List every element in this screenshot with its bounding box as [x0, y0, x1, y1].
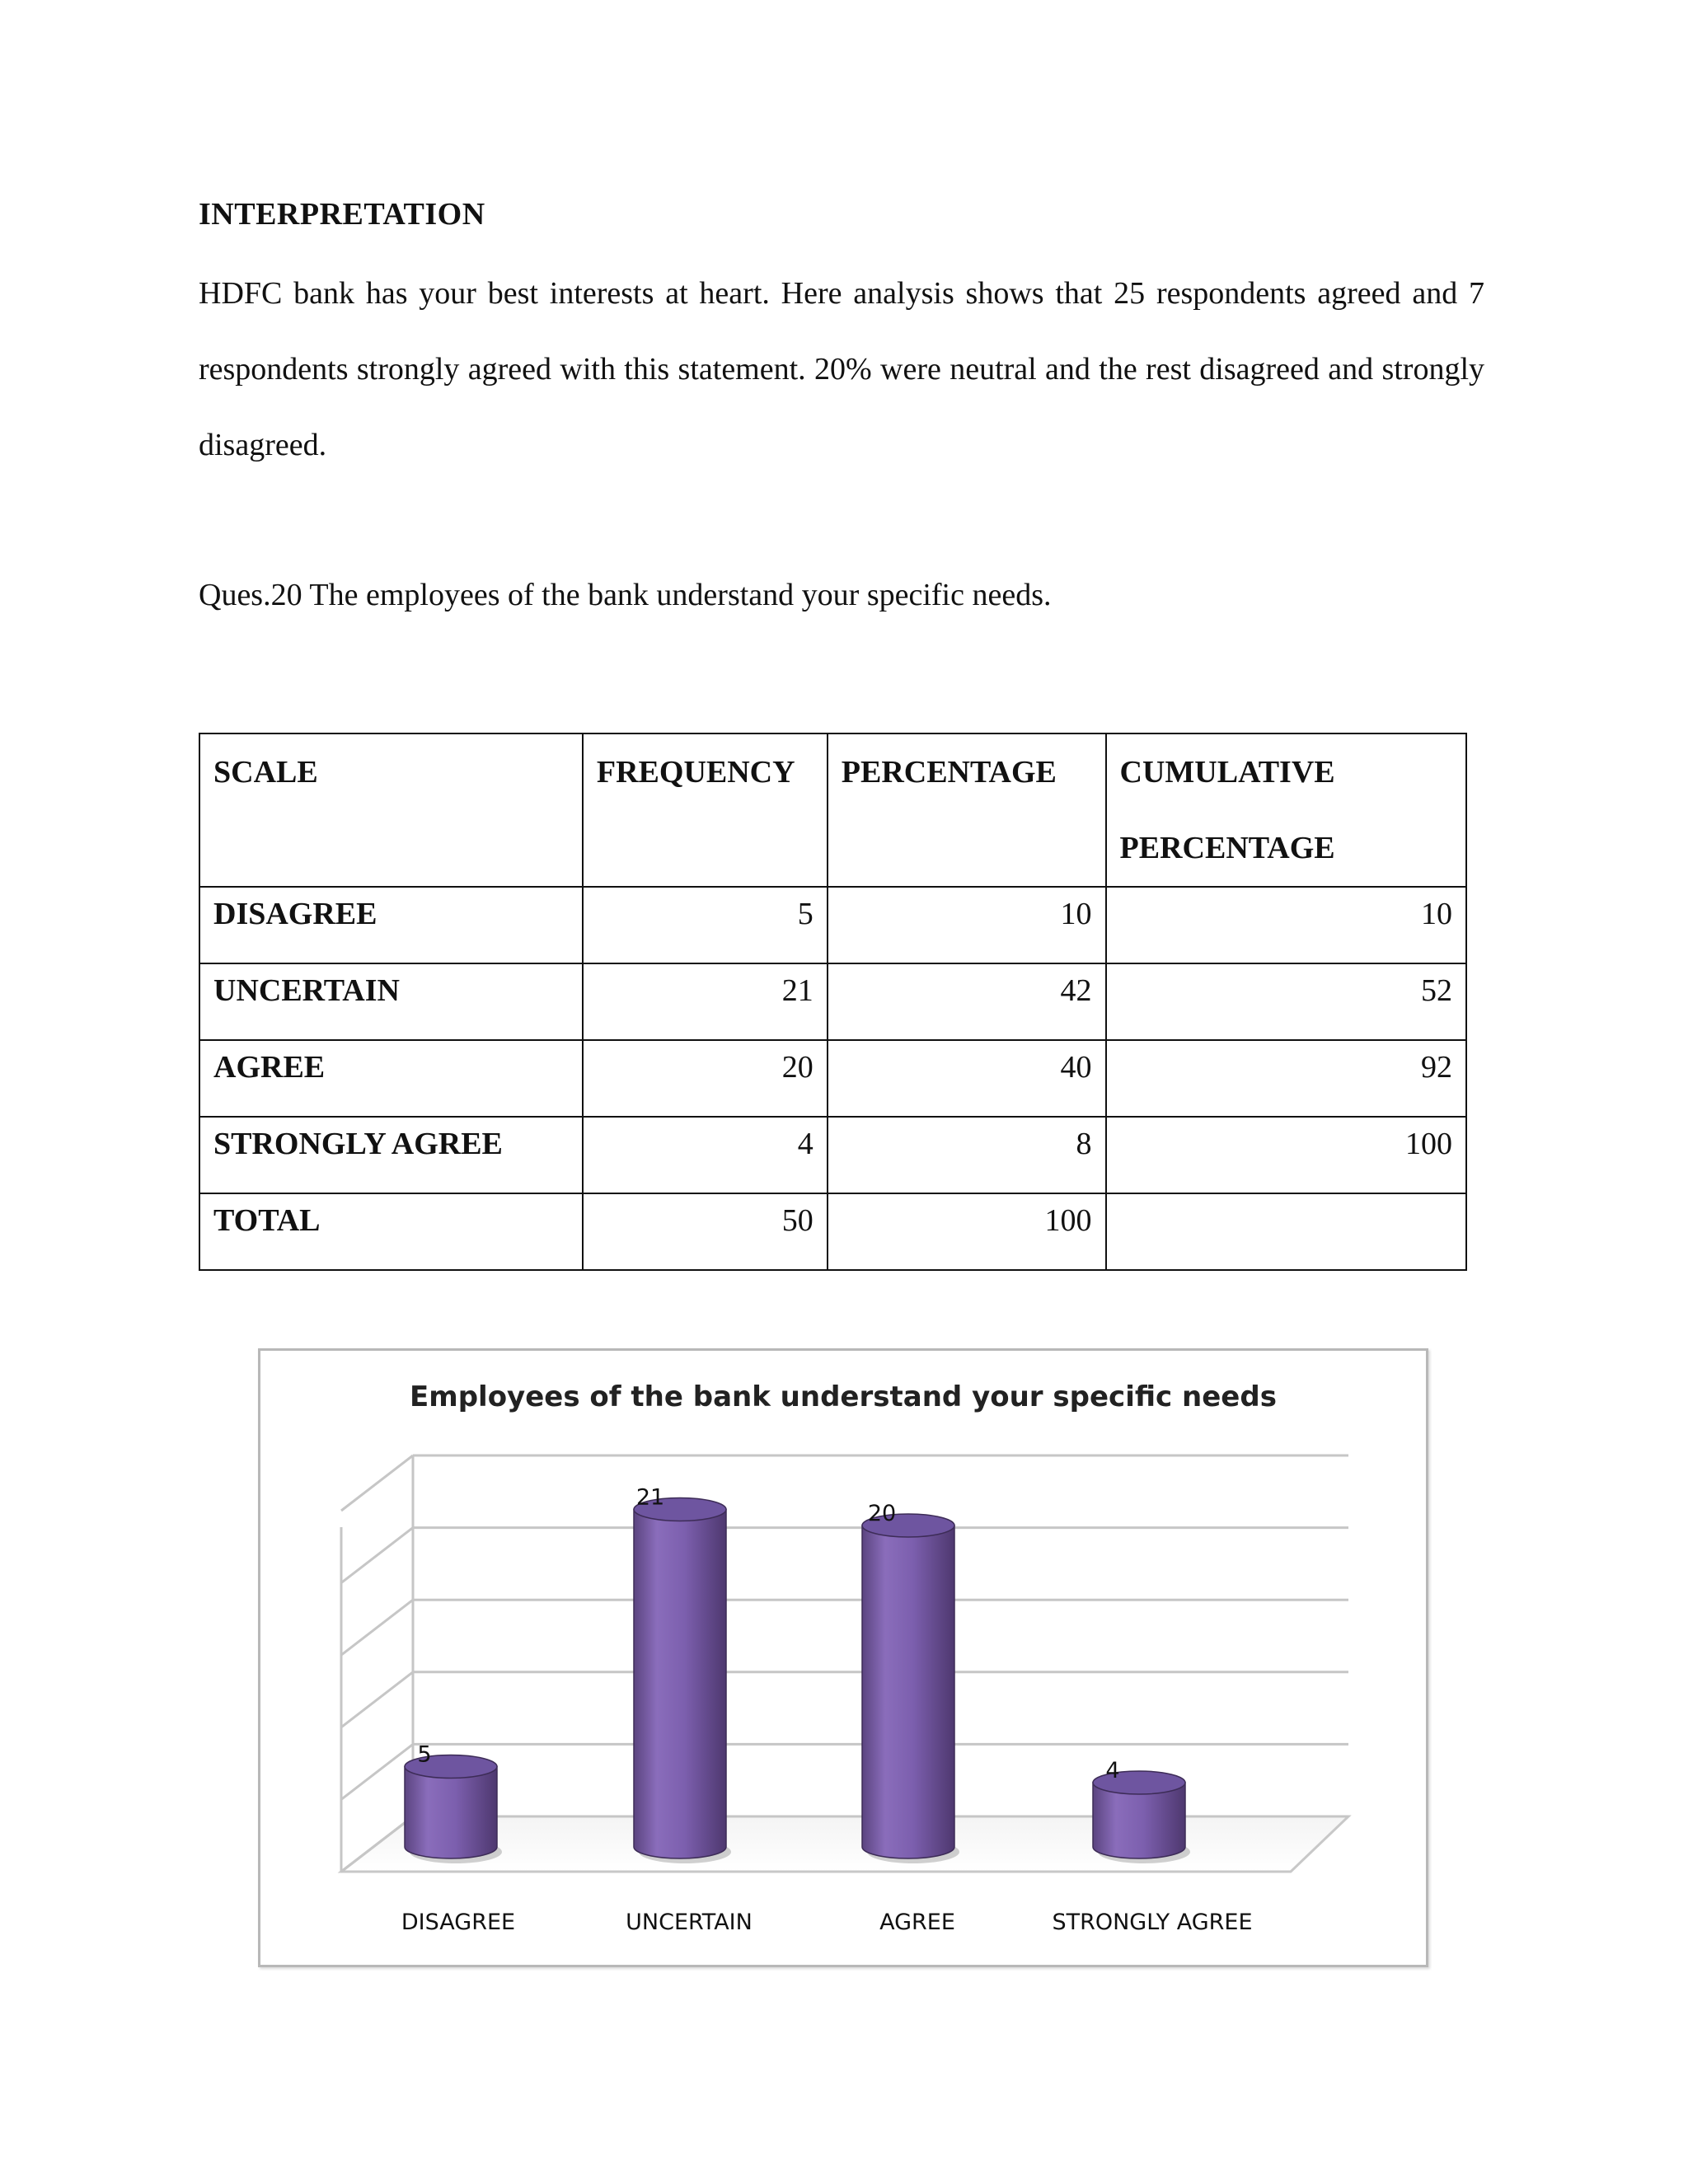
row-frequency: 21 — [583, 963, 828, 1040]
category-label: UNCERTAIN — [626, 1910, 753, 1935]
side-gridline — [341, 1600, 413, 1655]
header-scale: SCALE — [199, 733, 583, 887]
row-scale: UNCERTAIN — [199, 963, 583, 1040]
header-frequency: FREQUENCY — [583, 733, 828, 887]
data-label: 21 — [635, 1484, 665, 1511]
data-label: 20 — [867, 1501, 897, 1526]
category-label: AGREE — [879, 1910, 955, 1935]
bar-body — [634, 1510, 726, 1859]
row-cumulative: 92 — [1106, 1040, 1466, 1117]
bar — [862, 1514, 959, 1863]
table-row — [199, 1117, 1466, 1193]
question-text: Ques.20 The employees of the bank understand your specific needs. — [199, 578, 1052, 612]
bar — [634, 1498, 731, 1864]
row-cumulative: 100 — [1106, 1117, 1466, 1193]
row-cumulative — [1106, 1193, 1466, 1270]
chart-container — [258, 1348, 1428, 1967]
data-label: 4 — [1105, 1758, 1120, 1783]
row-percentage: 100 — [828, 1193, 1106, 1270]
row-percentage: 10 — [828, 887, 1106, 963]
bar-body — [405, 1767, 497, 1858]
table-row — [199, 887, 1466, 963]
bar-body — [862, 1526, 954, 1858]
table-row — [199, 1193, 1466, 1270]
row-scale: TOTAL — [199, 1193, 583, 1270]
table-row — [199, 963, 1466, 1040]
side-gridline — [341, 1455, 413, 1511]
table-header-row — [199, 733, 1466, 887]
side-gridline — [341, 1528, 413, 1583]
row-cumulative: 10 — [1106, 887, 1466, 963]
row-frequency: 20 — [583, 1040, 828, 1117]
chart-title: Employees of the bank understand your specific needs — [410, 1380, 1277, 1413]
bar — [1093, 1771, 1190, 1863]
row-percentage: 42 — [828, 963, 1106, 1040]
header-percentage: PERCENTAGE — [828, 733, 1106, 887]
section-heading: INTERPRETATION — [199, 197, 485, 232]
bar-chart — [260, 1351, 1426, 1965]
header-cumulative-percentage: CUMULATIVE PERCENTAGE — [1106, 733, 1466, 887]
row-scale: STRONGLY AGREE — [199, 1117, 583, 1193]
side-gridline — [341, 1744, 413, 1799]
interpretation-paragraph: HDFC bank has your best interests at heart. Here analysis shows that 25 respondents agreed and 7 respondents strongly agreed with this statement. 20% were neutral and the rest disagreed and strongly disagreed. — [199, 276, 1484, 462]
row-cumulative: 52 — [1106, 963, 1466, 1040]
row-frequency: 5 — [583, 887, 828, 963]
side-gridline — [341, 1672, 413, 1727]
row-frequency: 4 — [583, 1117, 828, 1193]
row-scale: DISAGREE — [199, 887, 583, 963]
row-frequency: 50 — [583, 1193, 828, 1270]
bar — [405, 1755, 502, 1864]
row-scale: AGREE — [199, 1040, 583, 1117]
row-percentage: 8 — [828, 1117, 1106, 1193]
frequency-table — [199, 733, 1467, 1271]
table-row — [199, 1040, 1466, 1117]
category-label: STRONGLY AGREE — [1052, 1910, 1253, 1935]
category-label: DISAGREE — [401, 1910, 516, 1935]
data-label: 5 — [417, 1741, 432, 1768]
row-percentage: 40 — [828, 1040, 1106, 1117]
